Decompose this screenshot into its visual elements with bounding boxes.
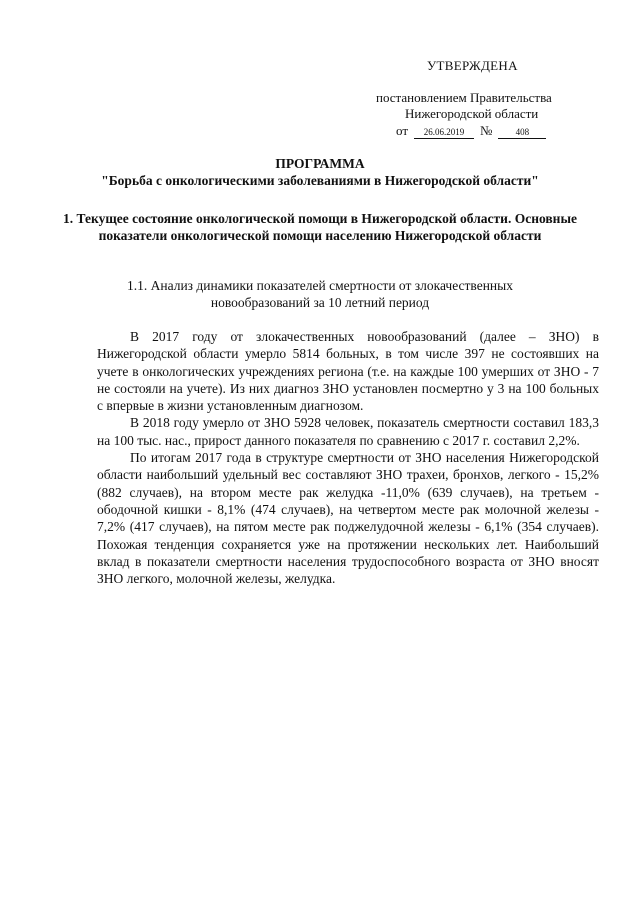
- subsection-heading: 1.1. Анализ динамики показателей смертности от злокачественных новообразований за 10 летний период: [127, 278, 513, 310]
- paragraph: В 2018 году умерло от ЗНО 5928 человек, показатель смертности составил 183,3 на 100 тыс. нас., прирост данного показателя по сравнению с 2017 г. составил 2,2%.: [97, 415, 599, 448]
- approval-title: УТВЕРЖДЕНА: [427, 58, 518, 73]
- approval-line-2: Нижегородской области: [405, 106, 539, 121]
- body-text: [97, 328, 599, 587]
- program-title: ПРОГРАММА: [275, 156, 365, 171]
- number-label: №: [480, 123, 493, 138]
- approval-date: 26.06.2019: [414, 127, 474, 139]
- paragraph: По итогам 2017 года в структуре смертности от ЗНО населения Нижегородской области наибольший удельный вес составляют ЗНО трахеи, бронхов, легкого - 15,2% (882 случаев), на втором месте рак желудка -11,0% (639 случаев), на третьем - ободочной кишки - 8,1% (474 случаев), на четвертом месте рак молочной железы - 7,2% (417 случаев), на пятом месте рак поджелудочной железы - 6,1% (354 случаев). Похожая тенденция сохраняется уже на протяжении нескольких лет. Наибольший вклад в показатели смертности населения трудоспособного возраста от ЗНО вносят ЗНО легкого, молочной железы, желудка.: [97, 450, 599, 587]
- approval-number: 408: [498, 127, 546, 139]
- approval-date-number-line: [396, 123, 616, 139]
- section-heading: 1. Текущее состояние онкологической помощи в Нижегородской области. Основные показатели онкологической помощи населению Нижегородской области: [63, 211, 577, 243]
- from-label: от: [396, 123, 409, 138]
- paragraph: В 2017 году от злокачественных новообразований (далее – ЗНО) в Нижегородской области умерло 5814 больных, в том числе 397 не состоявших на учете в онкологических учреждениях региона (т.е. на каждые 100 умерших от ЗНО - 7 не состояли на учете). Из них диагноз ЗНО установлен посмертно у 3 на 100 больных с впервые в жизни установленным диагнозом.: [97, 329, 599, 414]
- program-subtitle: "Борьба с онкологическими заболеваниями в Нижегородской области": [101, 173, 539, 188]
- approval-line-1: постановлением Правительства: [376, 90, 552, 105]
